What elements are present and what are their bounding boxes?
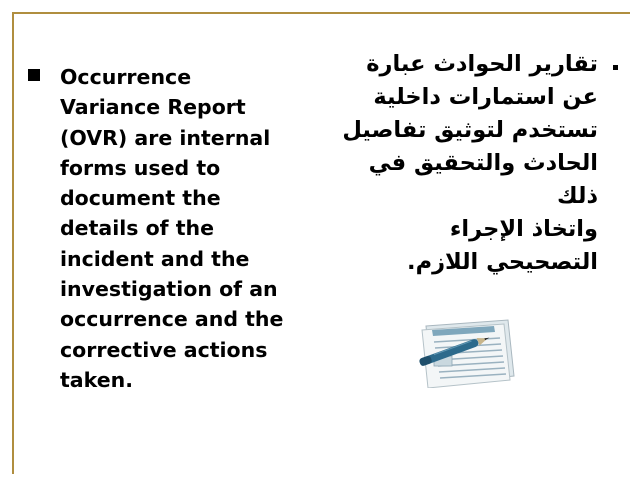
square-bullet-icon	[28, 69, 40, 81]
arabic-paragraph: تقارير الحوادث عبارة عن استمارات داخلية تستخدم لتوثيق تفاصيل الحادث والتحقيق في ذلك واتخاذ الإجراء التصحيحي اللازم.	[342, 51, 598, 275]
english-paragraph: Occurrence Variance Report (OVR) are internal forms used to document the details of the incident and the investigation of an occurrence and the corrective actions taken.	[60, 65, 284, 392]
arabic-column	[332, 48, 622, 288]
small-square-bullet-icon	[613, 65, 618, 70]
report-form-pen-icon	[414, 318, 518, 388]
top-accent-line	[12, 12, 630, 14]
left-accent-line	[12, 12, 14, 474]
